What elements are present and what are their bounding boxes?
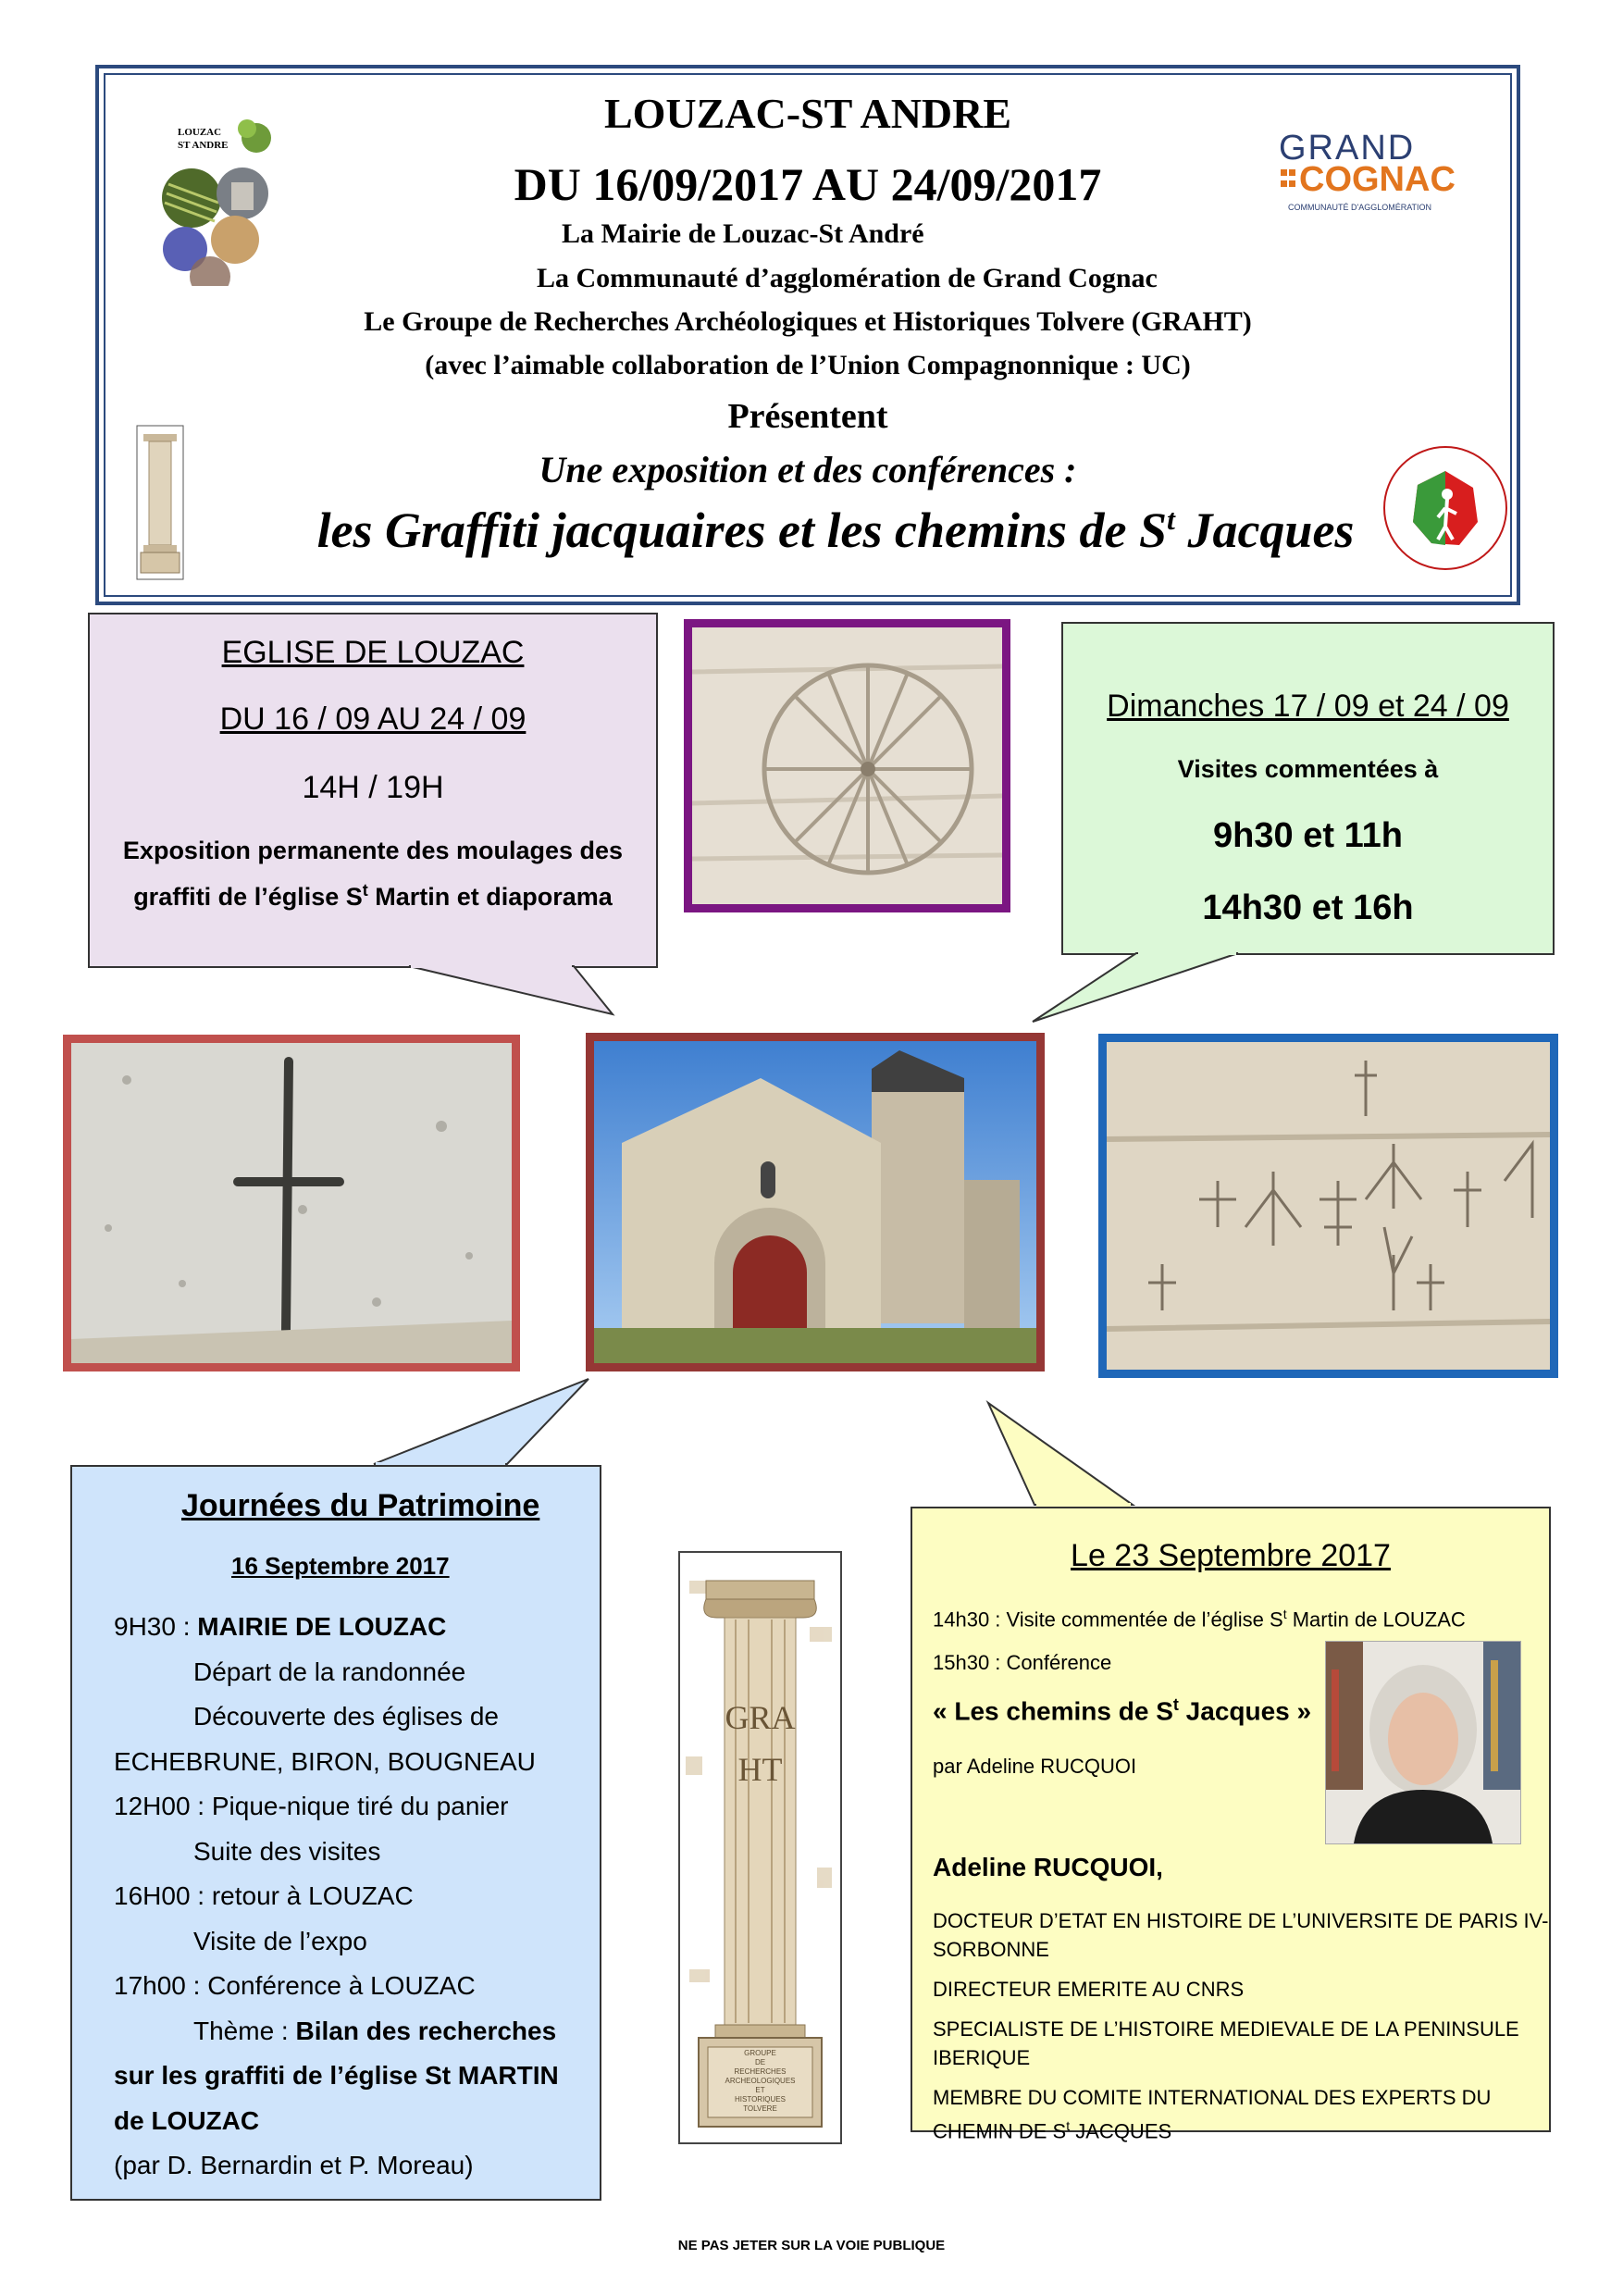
patrimoine-bubble-tail [368,1375,594,1470]
cross-graffiti-icon [71,1043,512,1363]
eglise-hours: 14H / 19H [302,770,444,805]
logo-cross-icon [1279,162,1297,195]
plaque-word: GROUPE [744,2049,776,2057]
cv3b: IBERIQUE [933,2046,1031,2069]
eglise-title: EGLISE DE LOUZAC [221,635,525,670]
cv4a: MEMBRE DU COMITE INTERNATIONAL DES EXPERTS DU [933,2086,1492,2109]
patrimoine-line [193,2017,556,2046]
plaque-word: ET [755,2086,765,2094]
header-box [95,65,1520,605]
eglise-desc2sup: t [362,881,368,900]
louzac-logo [141,110,298,286]
patrimoine-line [114,2151,474,2180]
patrimoine-line [114,1971,476,2001]
patrimoine-date: 16 Septembre 2017 [231,1552,450,1580]
wheel-graffiti-icon [692,627,1002,904]
dimanches-time1: 9h30 et 11h [1213,816,1403,855]
org-mairie: La Mairie de Louzac-St André [562,218,924,249]
column-letters: GRAHT [725,1699,796,1788]
eglise-dates: DU 16 / 09 AU 24 / 09 [219,701,527,737]
logo-grand-text: GRAND [1279,129,1416,168]
footer-notice: NE PAS JETER SUR LA VOIE PUBLIQUE [677,2238,946,2253]
cross-graffiti-photo [63,1035,520,1371]
septembre-talk [933,1695,1311,1726]
septembre-title: Le 23 Septembre 2017 [1071,1538,1391,1573]
plaque-word: HISTORIQUES [735,2095,786,2104]
org-graht: Le Groupe de Recherches Archéologiques et Historiques Tolvere (GRAHT) [364,306,1252,337]
patrimoine-line-bold: Bilan des recherches [295,2016,557,2045]
talk-b: Jacques » [1178,1696,1312,1726]
septembre-bubble [911,1507,1551,2143]
patrimoine-line-bold: sur les graffiti de l’église St MARTIN [114,2061,559,2090]
church-icon [594,1041,1036,1363]
dimanches-time2: 14h30 et 16h [1202,888,1414,927]
visit-b: Martin de LOUZAC [1286,1607,1466,1632]
org-uc: (avec l’aimable collaboration de l’Union Compagnonnique : UC) [425,350,1191,380]
patrimoine-line-text: Découverte des églises de [193,1702,499,1731]
patrimoine-line-text: (par D. Bernardin et P. Moreau) [114,2151,474,2179]
graht-small-logo [136,425,184,580]
wall-graffiti-photo [1098,1034,1558,1378]
org-cognac: La Communauté d’agglomération de Grand Cognac [537,263,1158,293]
eglise-desc2a: graffiti de l’église S [133,883,363,911]
logo-cognac-text: COGNAC [1299,160,1456,199]
main-title-sup: t [1167,503,1175,536]
presents: Présentent [727,397,888,436]
wheel-graffiti-photo [684,619,1010,912]
patrimoine-line [114,2061,559,2091]
patrimoine-line-text: 17h00 : Conférence à LOUZAC [114,1971,476,2000]
portrait-icon [1326,1642,1520,1843]
patrimoine-line [193,1927,367,1956]
town-title: LOUZAC-ST ANDRE [603,90,1012,137]
dimanches-bubble-tail [1027,949,1249,1025]
cv4b-a: CHEMIN DE S [933,2119,1067,2143]
compagnons-logo [1381,443,1510,573]
cv1b: SORBONNE [933,1938,1049,1961]
eglise-desc-line1: Exposition permanente des moulages des [122,837,624,864]
patrimoine-line-bold: MAIRIE DE LOUZAC [197,1612,447,1641]
septembre-conf: 15h30 : Conférence [933,1651,1112,1674]
main-title [127,502,1544,559]
patrimoine-line-bold: de LOUZAC [114,2105,260,2135]
column-icon [136,425,184,580]
patrimoine-line-text: 16H00 : retour à LOUZAC [114,1881,414,1910]
church-photo [586,1033,1045,1371]
plaque-word: ARCHEOLOGIQUES [725,2077,796,2085]
logo-standre-text: ST ANDRE [178,140,229,151]
eglise-bubble-tail [407,962,620,1018]
speaker-name: Adeline RUCQUOI, [933,1853,1163,1881]
subtitle: Une exposition et des conférences : [539,449,1077,490]
patrimoine-line [114,1792,509,1821]
dimanches-title: Dimanches 17 / 09 et 24 / 09 [1107,689,1509,724]
eglise-desc-line2 [90,881,656,912]
septembre-bubble-tail [981,1399,1138,1510]
plaque-word: TOLVERE [743,2104,777,2113]
speaker-portrait [1325,1641,1521,1844]
plaque-word: RECHERCHES [734,2067,787,2076]
main-title-b: Jacques [1174,503,1355,558]
septembre-visit [933,1607,1466,1632]
patrimoine-line [114,1747,536,1777]
talk-a: « Les chemins de S [933,1696,1173,1726]
plaque-word: DE [754,2058,766,2066]
grand-cognac-logo [1279,129,1478,230]
patrimoine-line [114,1612,446,1642]
patrimoine-line-text: Départ de la randonnée [193,1657,466,1686]
patrimoine-line [193,1657,465,1687]
patrimoine-line [114,2106,259,2136]
patrimoine-line-text: Suite des visites [193,1836,381,1866]
main-title-a: les Graffiti jacquaires et les chemins de S [316,503,1168,558]
dimanches-bubble [1061,622,1555,955]
patrimoine-bubble [70,1465,601,2201]
cv2: DIRECTEUR EMERITE AU CNRS [933,1978,1245,2001]
patrimoine-line [193,1702,499,1731]
patrimoine-line-text: Thème : [193,2016,296,2045]
patrimoine-line [114,1881,414,1911]
talk-sup: t [1172,1695,1179,1714]
patrimoine-line-text: 12H00 : Pique-nique tiré du panier [114,1792,509,1820]
patrimoine-line-text: ECHEBRUNE, BIRON, BOUGNEAU [114,1746,536,1776]
speaker-cv [933,1906,1548,2145]
event-dates: DU 16/09/2017 AU 24/09/2017 [514,158,1102,210]
eglise-bubble [88,613,658,968]
septembre-by: par Adeline RUCQUOI [933,1755,1137,1778]
visit-sup: t [1282,1607,1287,1621]
logo-cognac-sub: COMMUNAUTÉ D'AGGLOMÉRATION [1288,203,1432,212]
cv1a: DOCTEUR D’ETAT EN HISTOIRE DE L’UNIVERSITE DE PARIS IV- [933,1909,1549,1932]
cv4b-b: JACQUES [1070,2119,1172,2143]
column-plaque [708,2049,812,2114]
eglise-desc2b: Martin et diaporama [367,883,613,911]
logo-louzac-text: LOUZAC [178,127,222,138]
cv4b-sup: t [1066,2118,1071,2133]
dimanches-visits: Visites commentées à [1177,755,1439,783]
cv3a: SPECIALISTE DE L’HISTOIRE MEDIEVALE DE LA PENINSULE [933,2017,1519,2041]
wall-graffiti-icon [1107,1042,1550,1370]
graht-column-image [678,1551,842,2144]
patrimoine-line-text: 9H30 : [114,1612,198,1641]
patrimoine-line-text: Visite de l’expo [193,1926,367,1955]
patrimoine-title: Journées du Patrimoine [181,1488,540,1523]
visit-a: 14h30 : Visite commentée de l’église S [933,1607,1283,1632]
compagnons-emblem-icon [1381,443,1510,573]
patrimoine-line [193,1837,380,1867]
